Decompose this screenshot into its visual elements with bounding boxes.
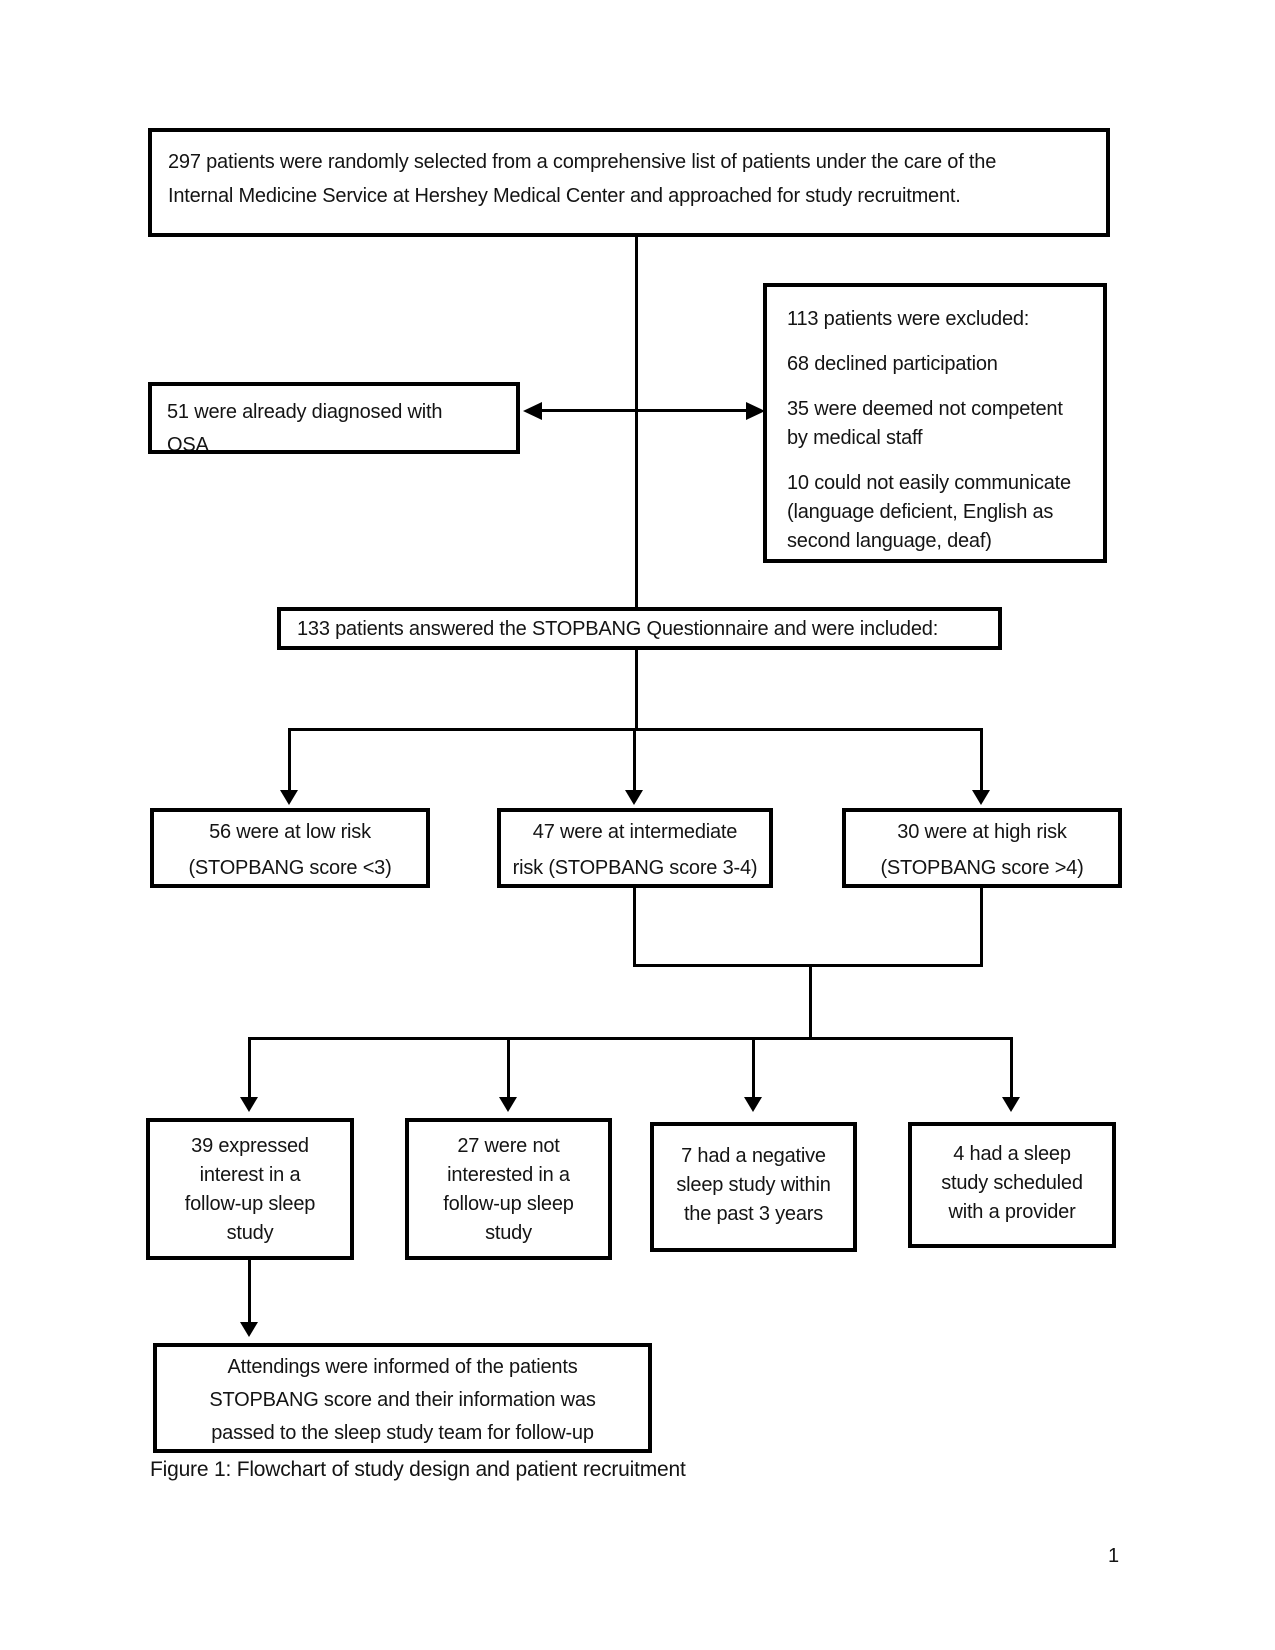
arrowhead-down-not-interested-icon — [499, 1097, 517, 1112]
excluded-title: 113 patients were excluded: — [787, 308, 1030, 330]
included-box — [277, 607, 1002, 650]
attendings-box: Attendings were informed of the patients STOPBANG score and their information was passed to the sleep study team for follow-up — [153, 1343, 652, 1453]
connector-to-low-risk — [288, 728, 291, 790]
scheduled-study-box: 4 had a sleep study scheduled with a provider — [908, 1122, 1116, 1248]
recruited-line-2: Internal Medicine Service at Hershey Medical Center and approached for study recruitment. — [168, 185, 961, 207]
arrowhead-down-negative-icon — [744, 1097, 762, 1112]
excluded-item-not-competent: 35 were deemed not competent by medical staff — [787, 398, 1063, 449]
arrowhead-down-scheduled-icon — [1002, 1097, 1020, 1112]
connector-outcome-branch — [249, 1037, 1013, 1040]
connector-to-scheduled — [1010, 1037, 1013, 1097]
connector-to-interested — [248, 1037, 251, 1097]
connector-merge — [633, 964, 983, 967]
excluded-item-declined: 68 declined participation — [787, 353, 998, 375]
connector-to-high-risk — [980, 728, 983, 790]
arrowhead-down-intermediate-icon — [625, 790, 643, 805]
connector-to-not-interested — [507, 1037, 510, 1097]
osa-box — [148, 382, 520, 454]
interested-box: 39 expressed interest in a follow-up sleep study — [146, 1118, 354, 1260]
included-line: 133 patients answered the STOPBANG Questionnaire and were included: — [297, 618, 939, 640]
connector-to-attendings — [248, 1260, 251, 1322]
recruited-box — [148, 128, 1110, 237]
recruited-line-1: 297 patients were randomly selected from a comprehensive list of patients under the care of the — [168, 151, 997, 173]
page-number: 1 — [1108, 1545, 1119, 1567]
excluded-box — [763, 283, 1107, 563]
not-interested-box: 27 were not interested in a follow-up sleep study — [405, 1118, 612, 1260]
connector-included-stem — [635, 650, 638, 731]
connector-top-to-included — [635, 237, 638, 607]
arrowhead-down-attendings-icon — [240, 1322, 258, 1337]
arrowhead-left-icon — [523, 402, 542, 420]
low-risk-box: 56 were at low risk (STOPBANG score <3) — [150, 808, 430, 888]
connector-to-intermediate-risk — [633, 731, 636, 790]
arrowhead-down-high-icon — [972, 790, 990, 805]
connector-from-intermediate — [633, 888, 636, 967]
connector-from-high — [980, 888, 983, 967]
connector-merge-stem — [809, 964, 812, 1040]
osa-line-1: 51 were already diagnosed with — [167, 401, 443, 423]
connector-to-negative-study — [752, 1037, 755, 1097]
negative-study-box: 7 had a negative sleep study within the past 3 years — [650, 1122, 857, 1252]
figure-caption: Figure 1: Flowchart of study design and patient recruitment — [150, 1458, 686, 1481]
intermediate-risk-box: 47 were at intermediate risk (STOPBANG score 3-4) — [497, 808, 773, 888]
osa-line-2: OSA — [167, 434, 209, 454]
arrowhead-down-interested-icon — [240, 1097, 258, 1112]
excluded-item-communication: 10 could not easily communicate (language deficient, English as second language, deaf) — [787, 472, 1071, 552]
high-risk-box: 30 were at high risk (STOPBANG score >4) — [842, 808, 1122, 888]
connector-osa-excluded — [540, 409, 752, 412]
arrowhead-down-low-icon — [280, 790, 298, 805]
